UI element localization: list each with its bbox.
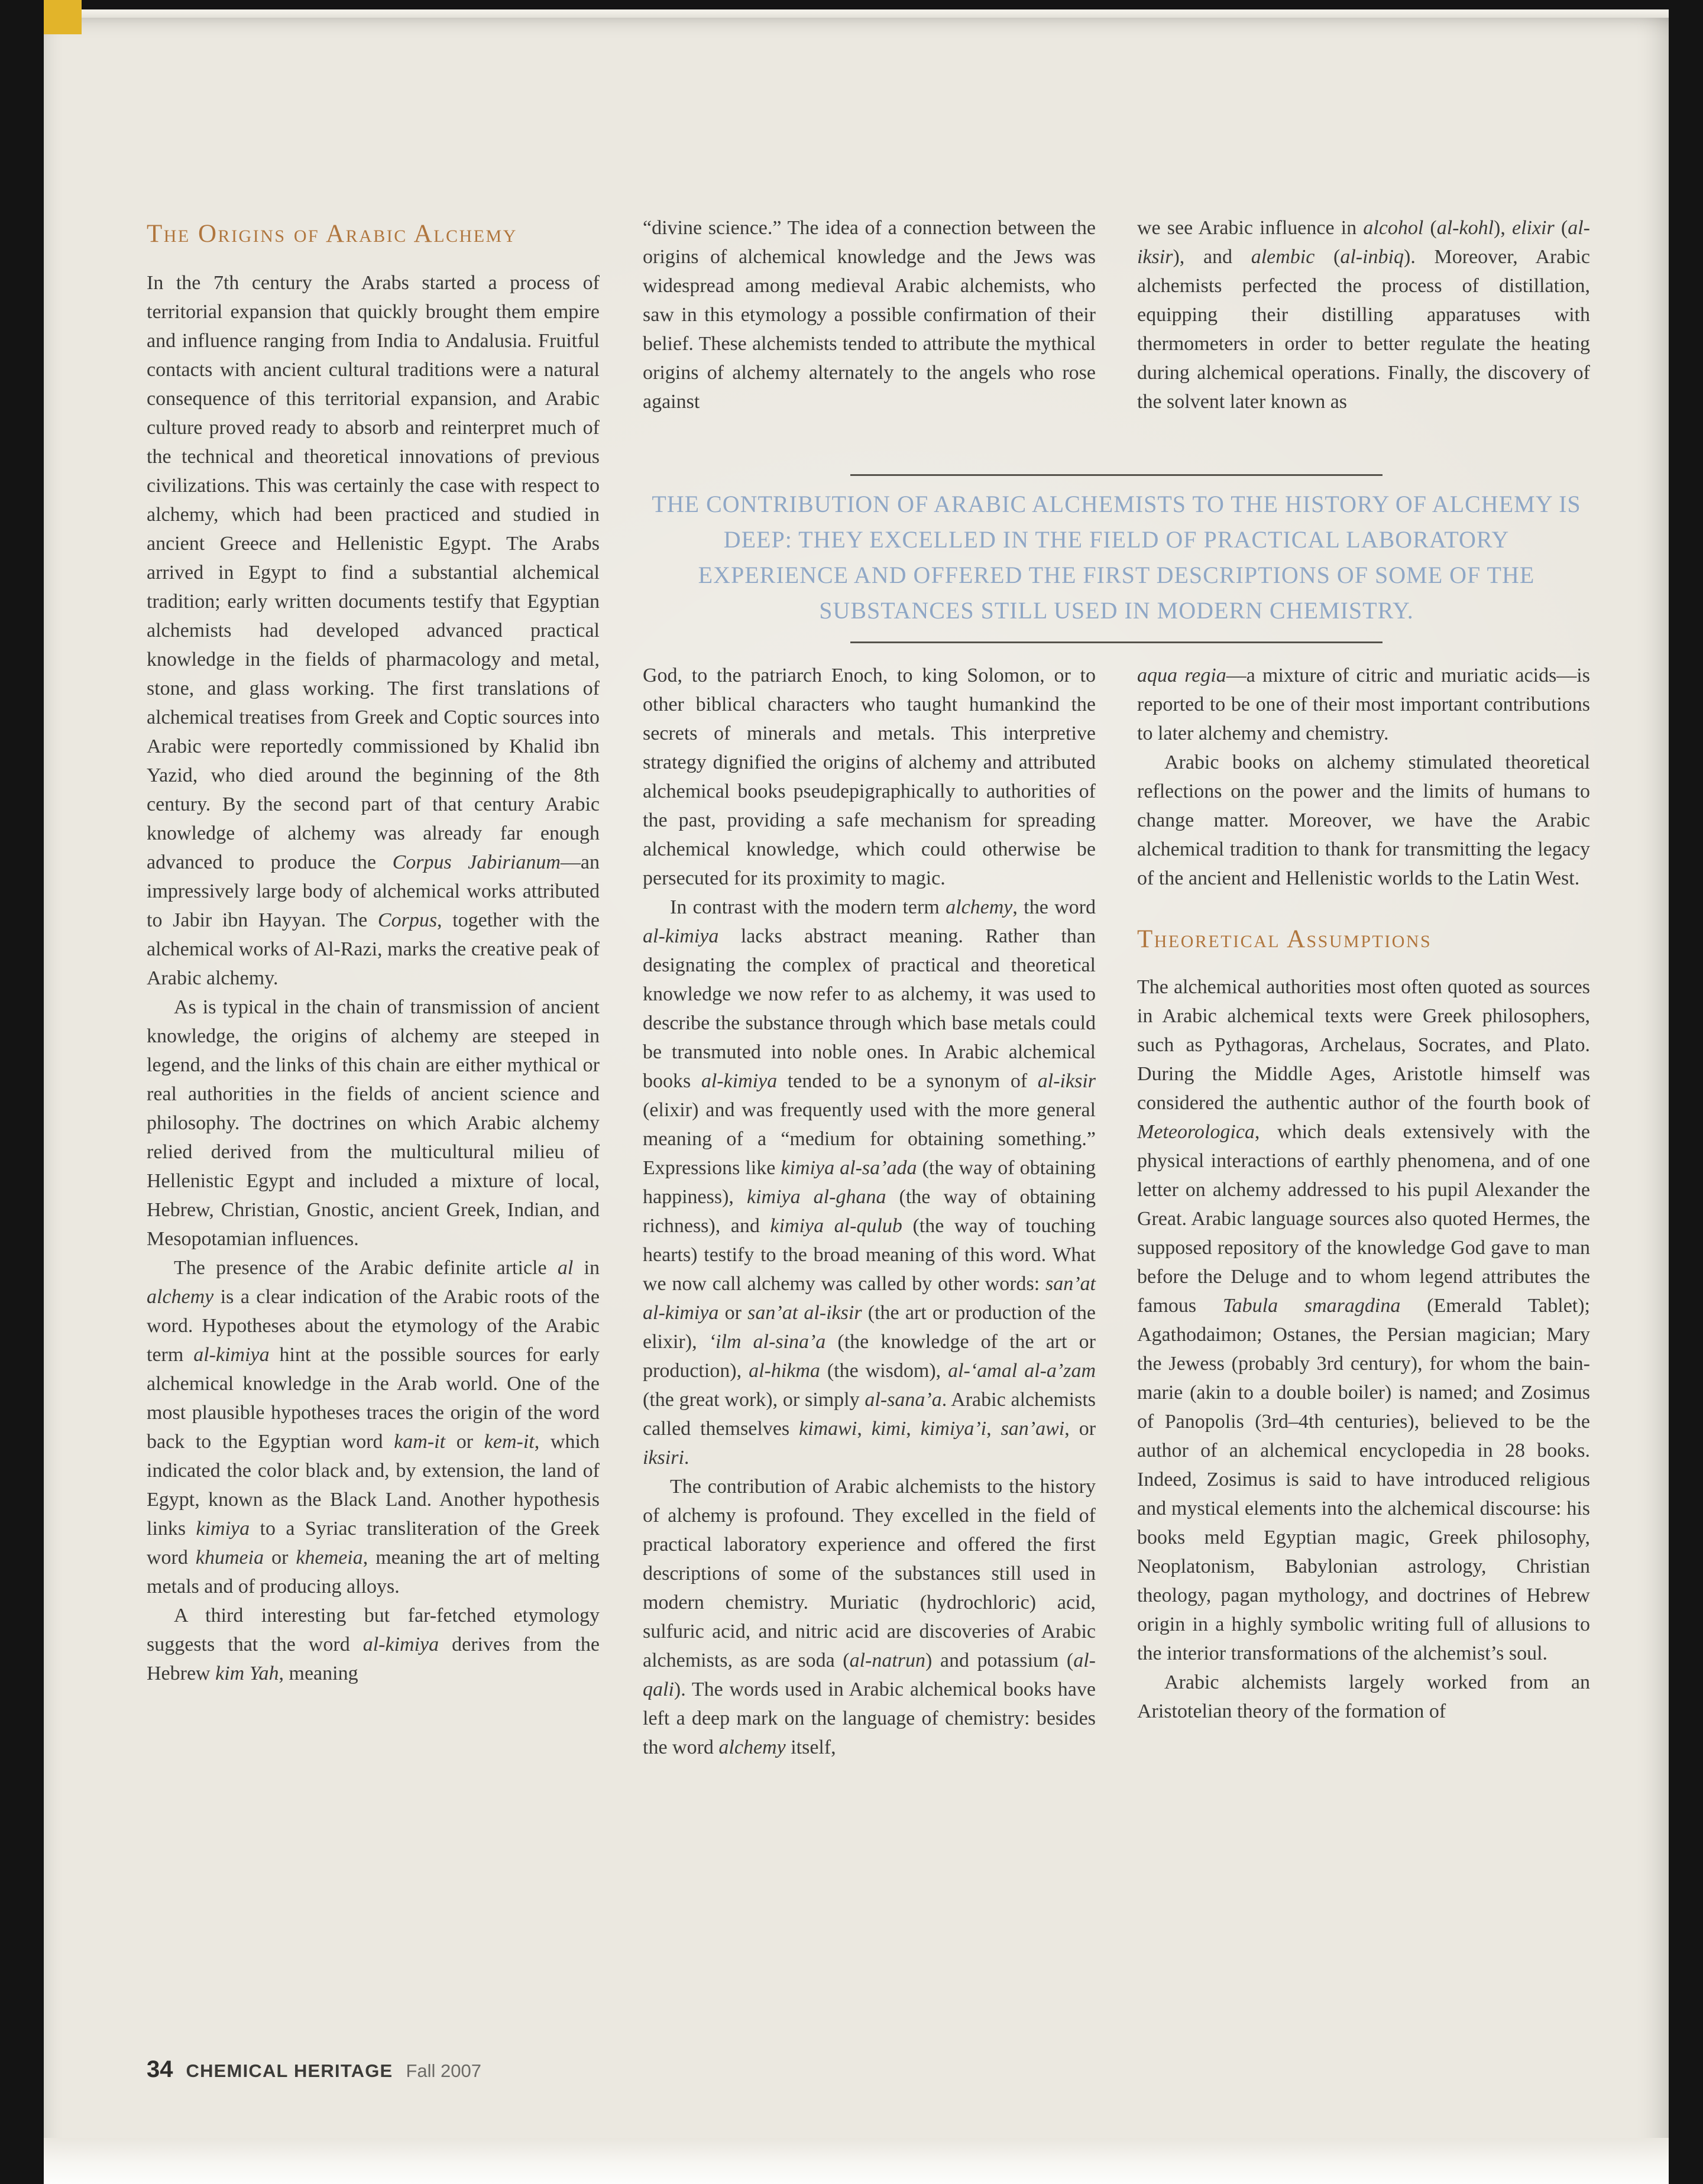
section-heading-theoretical: Theoretical Assumptions — [1137, 925, 1432, 953]
paragraph: The alchemical authorities most often quoted as sources in Arabic alchemical texts were Greek philosophers, such as Pythagoras, Archelaus, Socrates, and Plato. During the Middle Ages, Aristotle himself was considered the authentic author of the fourth book of Meteorologica, which deals extensively with the physical interactions of earthly phenomena, and of one letter on alchemy addressed to his pupil Alexander the Great. Arabic language sources also quoted Hermes, the supposed repository of the knowledge God gave to man before the Deluge and to whom legend attributes the famous Tabula smaragdina (Emerald Tablet); Agathodaimon; Ostanes, the Persian magician; Mary the Jewess (probably 3rd century), for whom the bain-marie (akin to a double boiler) is named; and Zosimus of Panopolis (3rd–4th centuries), believed to be the author of an alchemical encyclopedia in 28 books. Indeed, Zosimus is said to have introduced religious and mystical elements into the alchemical discourse: his books meld Egyptian magic, Greek philosophy, Neoplatonism, Babylonian astrology, Christian theology, pagan mythology, and doctrines of Hebrew origin in a highly symbolic writing full of allusions to the interior transformations of the alchemist’s soul. — [1137, 976, 1590, 1665]
section-heading-origins: The Origins of Arabic Alchemy — [147, 220, 517, 248]
column-1 — [147, 221, 600, 1688]
paragraph: God, to the patriarch Enoch, to king Solomon, or to other biblical characters who taught humankind the secrets of minerals and metals. This interpretive strategy dignified the origins of alchemy and attributed alchemical books pseudepigraphically to authorities of the past, providing a safe mechanism for spreading alchemical knowledge, which could otherwise be persecuted for its proximity to magic. — [643, 665, 1096, 889]
paragraph: As is typical in the chain of transmission of ancient knowledge, the origins of alchemy are steeped in legend, and the links of this chain are either mythical or real authorities in the fields of ancient science and philosophy. The doctrines on which Arabic alchemy relied derived from the multicultural milieu of Hellenistic Egypt and included a mixture of local, Hebrew, Christian, Gnostic, ancient Greek, Indian, and Mesopotamian influences. — [147, 996, 600, 1250]
paragraph: we see Arabic influence in alcohol (al-kohl), elixir (al-iksir), and alembic (al-inbiq). Moreover, Arabic alchemists perfected the process of distillation, equipping their distilling apparatuses with thermometers in order to better regulate the heating during alchemical operations. Finally, the discovery of the solvent later known as — [1137, 217, 1590, 413]
corner-accent — [44, 0, 82, 34]
paragraph: “divine science.” The idea of a connection between the origins of alchemical knowledge and the Jews was widespread among medieval Arabic alchemists, who saw in this etymology a possible confirmation of their belief. These alchemists tended to attribute the mythical origins of alchemy alternately to the angels who rose against — [643, 217, 1096, 413]
page-bottom-edge — [44, 2138, 1669, 2184]
pull-quote-rule-bottom — [850, 641, 1383, 643]
page-top-edge — [44, 9, 1669, 18]
column-2-top — [643, 213, 1096, 416]
paragraph: In contrast with the modern term alchemy, the word al-kimiya lacks abstract meaning. Rather than designating the complex of practical and theoretical knowledge we now refer to as alchemy, it was used to describe the substance through which base metals could be transmuted into noble ones. In Arabic alchemical books al-kimiya tended to be a synonym of al-iksir (elixir) and was frequently used with the more general meaning of a “medium for obtaining something.” Expressions like kimiya al-sa’ada (the way of obtaining happiness), kimiya al-ghana (the way of obtaining richness), and kimiya al-qulub (the way of touching hearts) testify to the broad meaning of this word. What we now call alchemy was called by other words: san’at al-kimiya or san’at al-iksir (the art or production of the elixir), ‘ilm al-sina’a (the knowledge of the art or production), al-hikma (the wisdom), al-‘amal al-a’zam (the great work), or simply al-sana’a. Arabic alchemists called themselves kimawi, kimi, kimiya’i, san’awi, or iksiri. — [643, 896, 1096, 1469]
paragraph: A third interesting but far-fetched etymology suggests that the word al-kimiya derives from the Hebrew kim Yah, meaning — [147, 1605, 600, 1685]
column-3-top — [1137, 213, 1590, 416]
paragraph: In the 7th century the Arabs started a process of territorial expansion that quickly brought them empire and influence ranging from India to Andalusia. Fruitful contacts with ancient cultural traditions were a natural consequence of this territorial expansion, and Arabic culture proved ready to absorb and reinterpret much of the technical and theoretical innovations of previous civilizations. This was certainly the case with respect to alchemy, which had been practiced and studied in ancient Greece and Hellenistic Egypt. The Arabs arrived in Egypt to find a substantial alchemical tradition; early written documents testify that Egyptian alchemists had developed advanced practical knowledge in the fields of pharmacology and metal, stone, and glass working. The first translations of alchemical treatises from Greek and Coptic sources into Arabic were reportedly commissioned by Khalid ibn Yazid, who died around the beginning of the 8th century. By the second part of that century Arabic knowledge of alchemy was already far enough advanced to produce the Corpus Jabirianum—an impressively large body of alchemical works attributed to Jabir ibn Hayyan. The Corpus, together with the alchemical works of Al-Razi, marks the creative peak of Arabic alchemy. — [147, 272, 600, 990]
pull-quote-text: THE CONTRIBUTION OF ARABIC ALCHEMISTS TO THE HISTORY OF ALCHEMY IS DEEP: THEY EXCELLED IN THE FIELD OF PRACTICAL LABORATORY EXPERIENCE AND OFFERED THE FIRST DESCRIPTIONS OF SOME OF THE SUBSTANCES STILL USED IN MODERN CHEMISTRY. — [652, 491, 1581, 624]
paragraph: The contribution of Arabic alchemists to the history of alchemy is profound. They excelled in the field of practical laboratory experience and offered the first descriptions of some of the substances still used in modern chemistry. Muriatic (hydrochloric) acid, sulfuric acid, and nitric acid are discoveries of Arabic alchemists, as are soda (al-natrun) and potassium (al-qali). The words used in Arabic alchemical books have left a deep mark on the language of chemistry: besides the word alchemy itself, — [643, 1476, 1096, 1758]
page-footer — [147, 2056, 481, 2083]
column-3-bottom — [1137, 661, 1590, 1726]
paragraph: The presence of the Arabic definite article al in alchemy is a clear indication of the Arabic roots of the word. Hypotheses about the etymology of the Arabic term al-kimiya hint at the possible sources for early alchemical knowledge in the Arab world. One of the most plausible hypotheses traces the origin of the word back to the Egyptian word kam-it or kem-it, which indicated the color black and, by extension, the land of Egypt, known as the Black Land. Another hypothesis links kimiya to a Syriac transliteration of the Greek word khumeia or khemeia, meaning the art of melting metals and of producing alloys. — [147, 1257, 600, 1598]
issue-date: Fall 2007 — [406, 2060, 481, 2081]
magazine-page — [44, 9, 1669, 2184]
column-2-bottom — [643, 661, 1096, 1762]
paragraph: Arabic books on alchemy stimulated theoretical reflections on the power and the limits of humans to change matter. Moreover, we have the Arabic alchemical tradition to thank for transmitting the legacy of the ancient and Hellenistic worlds to the Latin West. — [1137, 751, 1590, 889]
magazine-title: CHEMICAL HERITAGE — [186, 2060, 393, 2081]
pull-quote — [643, 474, 1590, 643]
paragraph: Arabic alchemists largely worked from an Aristotelian theory of the formation of — [1137, 1671, 1590, 1723]
page-number: 34 — [147, 2056, 173, 2082]
paragraph: aqua regia—a mixture of citric and muriatic acids—is reported to be one of their most important contributions to later alchemy and chemistry. — [1137, 665, 1590, 744]
